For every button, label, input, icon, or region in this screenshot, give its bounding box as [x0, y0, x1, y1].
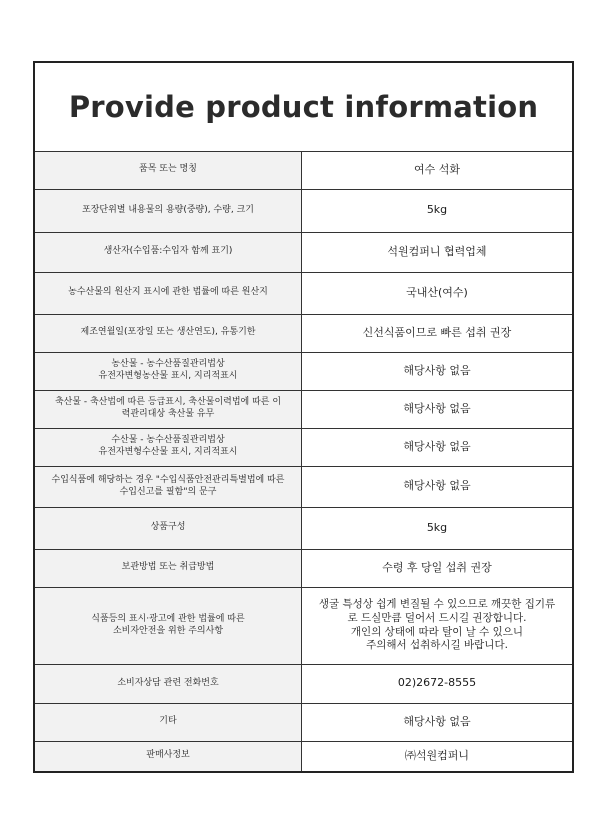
row-value: 해당사항 없음	[302, 703, 573, 741]
row-value: 석원컴퍼니 협력업체	[302, 232, 573, 272]
row-value: 02)2672-8555	[302, 664, 573, 703]
row-label: 농수산물의 원산지 표시에 관한 법률에 따른 원산지	[35, 272, 302, 314]
page-title: Provide product information	[68, 90, 539, 124]
title-box	[35, 63, 572, 152]
table-row	[35, 314, 572, 352]
row-label: 판매사정보	[35, 741, 302, 771]
table-row	[35, 703, 572, 741]
row-label: 수산물 - 농수산품질관리법상 유전자변형수산물 표시, 지리적표시	[35, 428, 302, 466]
table-row	[35, 232, 572, 272]
row-value: ㈜석원컴퍼니	[302, 741, 573, 771]
row-value: 수령 후 당일 섭취 권장	[302, 549, 573, 587]
table-row	[35, 741, 572, 771]
table-row	[35, 428, 572, 466]
table-row	[35, 466, 572, 507]
table-row	[35, 152, 572, 189]
row-label: 생산자(수입품:수입자 함께 표기)	[35, 232, 302, 272]
table-row	[35, 664, 572, 703]
row-label: 품목 또는 명칭	[35, 152, 302, 189]
row-label: 상품구성	[35, 507, 302, 549]
row-label: 포장단위별 내용물의 용량(중량), 수량, 크기	[35, 189, 302, 232]
table-row	[35, 507, 572, 549]
table-row	[35, 587, 572, 664]
table-row	[35, 549, 572, 587]
table-row	[35, 189, 572, 232]
row-value: 해당사항 없음	[302, 390, 573, 428]
table-row	[35, 390, 572, 428]
row-label: 농산물 - 농수산품질관리법상 유전자변형농산물 표시, 지리적표시	[35, 352, 302, 390]
row-label: 소비자상담 관련 전화번호	[35, 664, 302, 703]
table-row	[35, 352, 572, 390]
row-value: 5kg	[302, 189, 573, 232]
row-value: 국내산(여수)	[302, 272, 573, 314]
row-label: 기타	[35, 703, 302, 741]
product-info-sheet	[33, 61, 574, 773]
row-value: 해당사항 없음	[302, 466, 573, 507]
row-label: 보관방법 또는 취급방법	[35, 549, 302, 587]
row-label: 축산물 - 축산법에 따른 등급표시, 축산물이력법에 따른 이 력관리대상 축산물 유무	[35, 390, 302, 428]
row-label: 수입식품에 해당하는 경우 "수입식품안전관리특별법에 따른 수입신고를 필함"의 문구	[35, 466, 302, 507]
table-row	[35, 272, 572, 314]
row-value: 해당사항 없음	[302, 352, 573, 390]
row-value: 신선식품이므로 빠른 섭취 권장	[302, 314, 573, 352]
row-value: 5kg	[302, 507, 573, 549]
row-label: 식품등의 표시·광고에 관한 법률에 따른 소비자안전을 위한 주의사항	[35, 587, 302, 664]
product-info-table	[35, 152, 572, 771]
row-value: 여수 석화	[302, 152, 573, 189]
row-label: 제조연월일(포장일 또는 생산연도), 유통기한	[35, 314, 302, 352]
row-value: 해당사항 없음	[302, 428, 573, 466]
row-value: 생굴 특성상 쉽게 변질될 수 있으므로 깨끗한 집기류 로 드실만큼 덜어서 드시길 권장합니다. 개인의 상태에 따라 탈이 날 수 있으니 주의해서 섭취하시길 바랍니다.	[302, 587, 573, 664]
